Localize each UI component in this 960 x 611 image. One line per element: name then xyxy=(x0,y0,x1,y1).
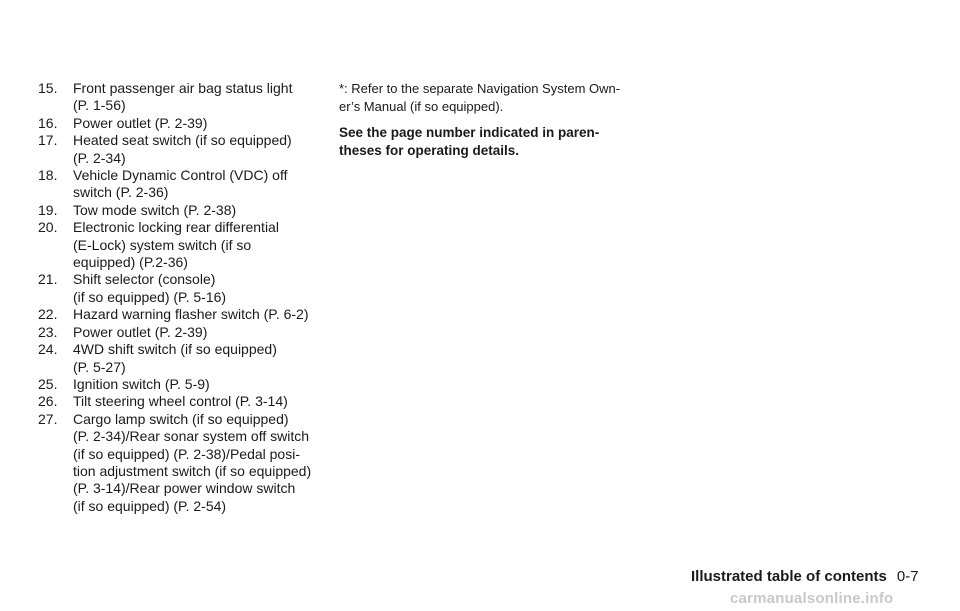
item-line: (if so equipped) (P. 5-16) xyxy=(73,288,227,305)
page-number-note xyxy=(339,124,629,160)
item-text xyxy=(73,393,338,410)
item-line: (if so equipped) (P. 2-54) xyxy=(73,497,227,514)
notes-column xyxy=(339,80,629,160)
item-number: 15. xyxy=(38,80,58,96)
item-number: 25. xyxy=(38,375,58,392)
item-line: (P. 5-27) xyxy=(73,358,126,375)
item-number: 20. xyxy=(38,219,58,236)
item-text xyxy=(73,115,338,132)
list-item xyxy=(38,376,338,393)
item-text xyxy=(73,167,338,202)
item-line: Power outlet (P. 2-39) xyxy=(73,323,208,340)
list-item xyxy=(38,80,338,115)
item-line: Heated seat switch (if so equipped) xyxy=(73,132,292,149)
bold-note-line: theses for operating details. xyxy=(339,143,520,158)
list-item xyxy=(38,306,338,323)
item-line: Shift selector (console) xyxy=(73,271,216,288)
item-line: Power outlet (P. 2-39) xyxy=(73,114,208,131)
item-number: 26. xyxy=(38,393,58,410)
item-text xyxy=(73,376,338,393)
item-line: switch (P. 2-36) xyxy=(73,184,169,201)
page-footer xyxy=(691,568,919,585)
item-text xyxy=(73,219,338,271)
item-number: 21. xyxy=(38,271,58,288)
navigation-footnote xyxy=(339,80,629,116)
item-text xyxy=(73,271,338,306)
list-item xyxy=(38,271,338,306)
section-title: Illustrated table of contents xyxy=(691,568,887,585)
item-line: (E-Lock) system switch (if so xyxy=(73,236,252,253)
item-number: 19. xyxy=(38,201,58,218)
item-text xyxy=(73,132,338,167)
item-line: Tilt steering wheel control (P. 3-14) xyxy=(73,393,288,410)
item-line: Tow mode switch (P. 2-38) xyxy=(73,201,237,218)
item-line: Cargo lamp switch (if so equipped) xyxy=(73,410,289,427)
item-text xyxy=(73,324,338,341)
item-line: (P. 2-34)/Rear sonar system off switch xyxy=(73,428,310,445)
item-text xyxy=(73,202,338,219)
item-text xyxy=(73,80,338,115)
item-line: (P. 1-56) xyxy=(73,97,126,114)
item-line: Front passenger air bag status light xyxy=(73,80,293,96)
item-line: Vehicle Dynamic Control (VDC) off xyxy=(73,167,288,184)
item-line: equipped) (P.2-36) xyxy=(73,254,188,271)
watermark: carmanualsonline.info xyxy=(730,590,894,607)
item-number: 22. xyxy=(38,306,58,323)
item-line: Electronic locking rear differential xyxy=(73,219,279,236)
item-line: Hazard warning flasher switch (P. 6-2) xyxy=(73,306,309,323)
page-number: 0-7 xyxy=(896,568,919,585)
item-text xyxy=(73,411,338,515)
list-item xyxy=(38,393,338,410)
list-item xyxy=(38,219,338,271)
list-item xyxy=(38,341,338,376)
item-number: 27. xyxy=(38,410,58,427)
footnote-line: er’s Manual (if so equipped). xyxy=(339,99,504,114)
item-text xyxy=(73,341,338,376)
item-number: 17. xyxy=(38,132,58,149)
item-line: (if so equipped) (P. 2-38)/Pedal posi- xyxy=(73,445,300,462)
list-item xyxy=(38,132,338,167)
list-item xyxy=(38,202,338,219)
item-text xyxy=(73,306,338,323)
item-number: 24. xyxy=(38,341,58,358)
item-line: 4WD shift switch (if so equipped) xyxy=(73,341,277,358)
item-line: (P. 3-14)/Rear power window switch xyxy=(73,480,296,497)
toc-list xyxy=(38,80,338,515)
item-number: 18. xyxy=(38,167,58,184)
item-number: 23. xyxy=(38,323,58,340)
item-line: Ignition switch (P. 5-9) xyxy=(73,375,210,392)
list-item xyxy=(38,115,338,132)
list-item xyxy=(38,411,338,515)
footnote-line: *: Refer to the separate Navigation System Own- xyxy=(339,81,621,96)
bold-note-line: See the page number indicated in paren- xyxy=(339,125,600,140)
list-item xyxy=(38,324,338,341)
item-line: tion adjustment switch (if so equipped) xyxy=(73,462,312,479)
item-number: 16. xyxy=(38,114,58,131)
list-item xyxy=(38,167,338,202)
item-line: (P. 2-34) xyxy=(73,149,126,166)
